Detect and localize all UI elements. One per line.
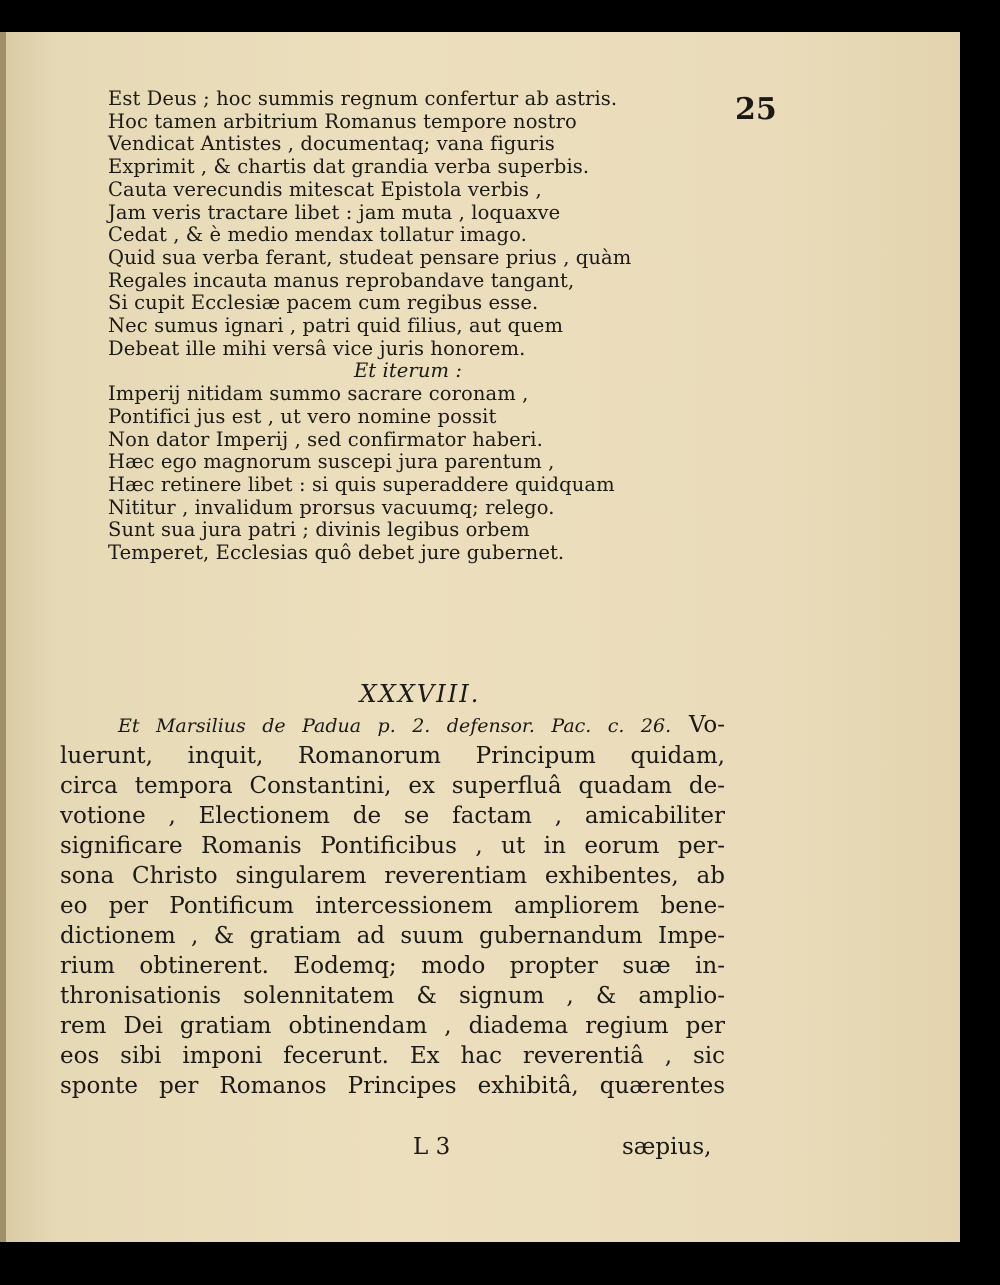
prose-line: votione , Electionem de se factam , amicabiliter: [60, 803, 725, 829]
verse-block: [108, 88, 668, 565]
prose-line-text: Vo-: [688, 712, 725, 738]
prose-line: circa tempora Constantini, ex superfluâ quadam de-: [60, 773, 725, 799]
prose-line: eo per Pontificum intercessionem ampliorem bene-: [60, 893, 725, 919]
book-page: [0, 32, 960, 1242]
section-heading: XXXVIII.: [359, 680, 481, 708]
verse-line: Vendicat Antistes , documentaq; vana figuris: [108, 132, 555, 156]
verse-subheading: Et iterum :: [353, 359, 463, 383]
verse-line: Regales incauta manus reprobandave tangant,: [108, 268, 575, 292]
verse-line: Nititur , invalidum prorsus vacuumq; relego.: [108, 495, 555, 519]
verse-line: Temperet, Ecclesias quô debet jure gubernet.: [108, 541, 565, 565]
verse-line: Jam veris tractare libet : jam muta , loquaxve: [108, 200, 561, 224]
page-edge: [0, 32, 6, 1242]
prose-line: rem Dei gratiam obtinendam , diadema regium per: [60, 1013, 725, 1039]
verse-line: Quid sua verba ferant, studeat pensare prius , quàm: [108, 245, 632, 269]
verse-line: Hoc tamen arbitrium Romanus tempore nostro: [108, 109, 577, 133]
prose-line: rium obtinerent. Eodemq; modo propter suæ in-: [60, 953, 725, 979]
verse-line: Nec sumus ignari , patri quid filius, aut quem: [108, 314, 564, 338]
verse-line: Hæc retinere libet : si quis superaddere quidquam: [108, 472, 615, 496]
prose-line: sponte per Romanos Principes exhibitâ, quærentes: [60, 1073, 725, 1099]
prose-line: dictionem , & gratiam ad suum gubernandum Impe-: [60, 923, 725, 949]
verse-line: Exprimit , & chartis dat grandia verba superbis.: [108, 155, 590, 179]
verse-line: Sunt sua jura patri ; divinis legibus orbem: [108, 518, 530, 542]
page-number: 25: [735, 92, 777, 127]
signature-mark: L 3: [413, 1134, 451, 1160]
prose-block: [60, 710, 725, 1101]
prose-line: thronisationis solennitatem & signum , & amplio-: [60, 983, 725, 1009]
citation: Et Marsilius de Padua p. 2. defensor. Pac. c. 26.: [118, 715, 672, 737]
verse-line: Cauta verecundis mitescat Epistola verbis ,: [108, 177, 542, 201]
prose-line: [60, 710, 725, 741]
prose-line: luerunt, inquit, Romanorum Principum quidam,: [60, 743, 725, 769]
prose-line: sona Christo singularem reverentiam exhibentes, ab: [60, 863, 725, 889]
catchword: sæpius,: [622, 1134, 712, 1160]
prose-line: significare Romanis Pontificibus , ut in eorum per-: [60, 833, 725, 859]
verse-line: Si cupit Ecclesiæ pacem cum regibus esse.: [108, 291, 539, 315]
verse-line: Debeat ille mihi versâ vice juris honorem.: [108, 336, 526, 360]
verse-line: Pontifici jus est , ut vero nomine possit: [108, 404, 497, 428]
verse-line: Cedat , & è medio mendax tollatur imago.: [108, 223, 527, 247]
verse-line: Est Deus ; hoc summis regnum confertur ab astris.: [108, 87, 618, 110]
verse-line: Hæc ego magnorum suscepi jura parentum ,: [108, 450, 555, 474]
verse-line: Imperij nitidam summo sacrare coronam ,: [108, 382, 529, 406]
prose-line: eos sibi imponi fecerunt. Ex hac reverentiâ , sic: [60, 1043, 725, 1069]
verse-line: Non dator Imperij , sed confirmator haberi.: [108, 427, 543, 451]
